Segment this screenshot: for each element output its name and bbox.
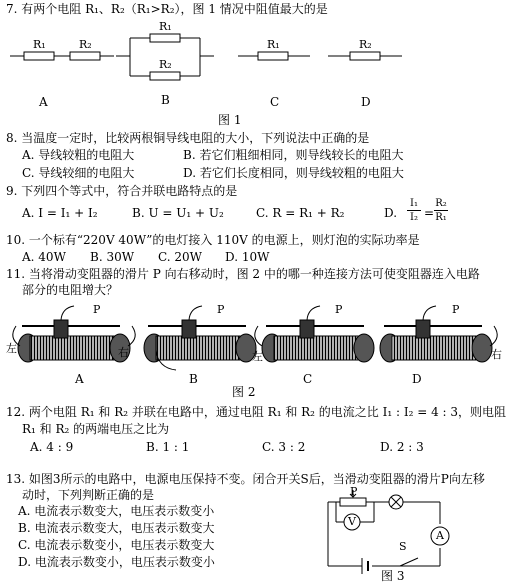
q9-option-c: C. R = R₁ + R₂ [256,206,345,220]
q13-option-b: B. 电流表示数变大，电压表示数变大 [18,521,215,535]
q10-option-a: A. 40W [22,250,66,264]
q7-label-d: D [361,95,371,109]
q10-option-d: D. 10W [225,250,270,264]
q7-circuit-a [10,52,114,60]
q9-d-r1: R₁ [435,212,447,223]
q12-option-d: D. 2 : 3 [380,440,424,454]
q13-stem-line1: 13. 如图3所示的电路中，电源电压保持不变。闭合开关S后，当滑动变阻器的滑片P向左移 [6,472,485,486]
q12-stem-line2: R₁ 和 R₂ 的两端电压之比为 [22,422,170,436]
q13-switch-s: S [399,540,407,553]
q7-figure-caption: 图 1 [218,113,242,127]
q13-stem-line2: 动时，下列判断正确的是 [22,488,155,502]
q7-label-b: B [161,93,170,107]
q12-option-b: B. 1 : 1 [146,440,190,454]
q8-stem: 8. 当温度一定时，比较两根铜导线电阻的大小，下列说法中正确的是 [6,131,370,145]
q13-circuit-figure [318,486,478,576]
q8-option-c: C. 导线较细的电阻大 [22,166,135,180]
q9-d-r2: R₂ [435,198,447,209]
q11-rheostat-d [380,306,497,362]
q11-stem-line2: 部分的电阻增大？ [22,283,119,297]
q9-option-a: A. I = I₁ + I₂ [22,206,98,220]
q7-c-r1-label: R₁ [267,38,280,51]
q11-d-slider-p: P [452,303,460,316]
q9-option-d-prefix: D. [384,206,398,220]
q12-option-c: C. 3 : 2 [262,440,306,454]
q9-d-i1: I₁ [410,198,418,209]
q7-d-r2-label: R₂ [359,38,372,51]
q11-rheostat-b [144,306,256,370]
q11-a-left: 左 [6,342,17,355]
q9-option-d-equals: = [424,206,435,220]
q7-figure [0,18,510,128]
q11-label-c: C [303,372,313,386]
q10-option-b: B. 30W [90,250,135,264]
q9-option-d-left-fraction [407,198,421,223]
q8-option-a: A. 导线较粗的电阻大 [22,148,135,162]
q7-circuit-d [328,52,402,60]
q7-circuit-c [238,52,310,60]
q7-b-r2-label: R₂ [159,58,172,71]
q9-option-b: B. U = U₁ + U₂ [132,206,224,220]
q11-stem-line1: 11. 当将滑动变阻器的滑片 P 向右移动时，图 2 中的哪一种连接方法可使变阻器连入电路 [6,267,480,281]
q10-option-c: C. 20W [158,250,202,264]
q11-b-slider-p: P [217,303,225,316]
q12-stem-line1: 12. 两个电阻 R₁ 和 R₂ 并联在电路中，通过电阻 R₁ 和 R₂ 的电流之比 I₁ : I₂ = 4 : 3，则电阻 [6,405,507,419]
q11-rheostat-a [13,306,135,362]
q11-figure-caption: 图 2 [232,385,256,399]
q13-ammeter-a: A [436,529,444,542]
q11-label-d: D [412,372,422,386]
q13-figure-caption: 图 3 [381,569,405,583]
q7-circuit-b [116,34,214,80]
q7-b-r1-label: R₁ [159,20,172,33]
q11-rheostat-c [255,306,374,362]
q9-stem: 9. 下列四个等式中，符合并联电路特点的是 [6,184,238,198]
q12-option-a: A. 4 : 9 [30,440,74,454]
q11-c-slider-p: P [335,303,343,316]
q11-a-right: 右 [118,346,129,359]
q13-slider-p: P [350,485,358,498]
q9-option-d-right-fraction [434,198,448,223]
q11-c-left: 左 [252,350,263,363]
q11-label-a: A [75,372,84,386]
q13-voltmeter-v: V [348,515,356,528]
q13-option-a: A. 电流表示数变大，电压表示数变小 [18,504,215,518]
q7-stem: 7. 有两个电阻 R₁、R₂（R₁>R₂），图 1 情况中阻值最大的是 [6,2,328,16]
q11-d-right: 右 [491,348,502,361]
q7-label-c: C [270,95,280,109]
q11-label-b: B [189,372,198,386]
q9-d-i2: I₂ [410,212,418,223]
q8-option-d: D. 若它们长度相同，则导线较粗的电阻大 [183,166,404,180]
q11-a-slider-p: P [93,303,101,316]
q13-option-d: D. 电流表示数变小，电压表示数变小 [18,555,215,569]
q7-a-r1-label: R₁ [33,38,46,51]
q10-stem: 10. 一个标有“220V 40W”的电灯接入 110V 的电源上，则灯泡的实际功率是 [6,233,420,247]
q13-option-c: C. 电流表示数变小，电压表示数变大 [18,538,215,552]
q7-a-r2-label: R₂ [79,38,92,51]
q8-option-b: B. 若它们粗细相同，则导线较长的电阻大 [183,148,404,162]
q7-label-a: A [39,95,48,109]
